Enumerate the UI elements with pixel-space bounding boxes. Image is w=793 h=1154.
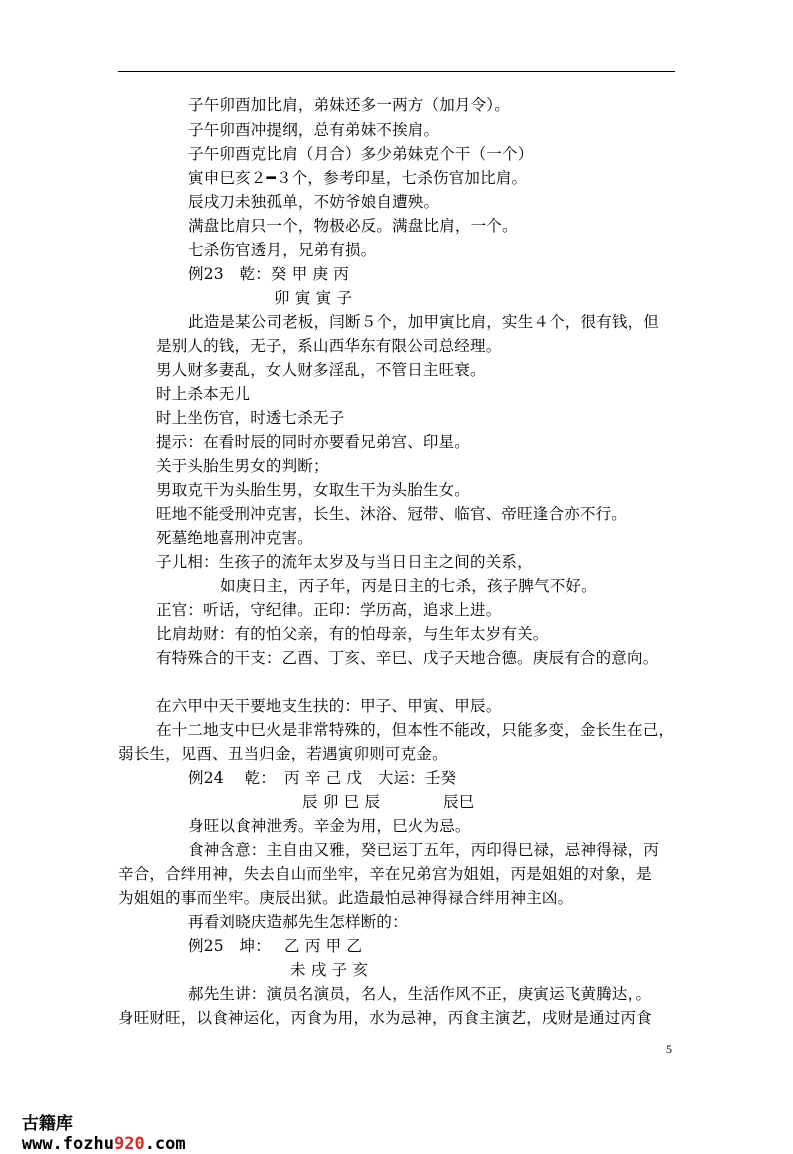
text-line: 子午卯酉克比肩（月合）多少弟妹克个干（一个） (188, 145, 534, 163)
text-line: 死墓绝地喜刑冲克害。 (156, 529, 314, 547)
text-line: 食神含意：主自由又雅，癸已运丁五年，丙印得巳禄，忌神得禄，丙 (188, 841, 660, 859)
chart-branches: 辰 卯 巳 辰 辰巳 (302, 793, 475, 811)
text-line: 子午卯酉冲提纲，总有弟妹不挨肩。 (188, 121, 440, 139)
text-line: 提示：在看时辰的同时亦要看兄弟宫、印星。 (156, 433, 471, 451)
text-line: 弱长生，见酉、丑当归金，若遇寅卯则可克金。 (118, 745, 448, 763)
text-line: 旺地不能受刑冲克害，长生、沐浴、冠带、临官、帝旺逢合亦不行。 (156, 505, 628, 523)
text-line: 时上杀本无儿 (156, 385, 251, 403)
header-rule (118, 71, 675, 72)
site-url: www.fozhu920.com (21, 1134, 186, 1154)
text-line: 满盘比肩只一个，物极必反。满盘比肩，一个。 (188, 217, 518, 235)
text-line: 男取克干为头胎生男，女取生干为头胎生女。 (156, 481, 471, 499)
text-line: 辰戌刀未独孤单，不妨爷娘自遭殃。 (188, 193, 440, 211)
text-line: 如庚日主，丙子年，丙是日主的七杀，孩子脾气不好。 (220, 577, 597, 595)
example-heading: 例23 乾：癸 甲 庚 丙 (188, 265, 350, 283)
example-heading: 例24 乾： 丙 辛 己 戊 大运：壬癸 (188, 769, 457, 787)
example-heading: 例25 坤： 乙 丙 甲 乙 (188, 937, 363, 955)
text-line: 在六甲中天干要地支生扶的：甲子、甲寅、甲辰。 (156, 697, 502, 715)
text-line: 身旺财旺，以食神运化，丙食为用，水为忌神，丙食主演艺，戌财是通过丙食 (118, 1009, 652, 1027)
text-line: 有特殊合的干支：乙酉、丁亥、辛巳、戊子天地合德。庚辰有合的意向。 (156, 649, 659, 667)
text-line: 此造是某公司老板，闫断５个，加甲寅比肩，实生４个，很有钱，但 (188, 313, 660, 331)
chart-branches: 卯 寅 寅 子 (274, 289, 353, 307)
site-name: 古籍库 (21, 1114, 73, 1134)
text-line: 是别人的钱，无子，系山西华东有限公司总经理。 (156, 337, 502, 355)
text-line: 子儿相：生孩子的流年太岁及与当日日主之间的关系， (156, 553, 533, 571)
text-line: 郝先生讲：演员名演员，名人，生活作风不正，庚寅运飞黄腾达，。 (188, 985, 652, 1003)
text-line: 辛合，合绊用神，失去自山而坐牢，辛在兄弟宫为姐姐，丙是姐姐的对象，是 (118, 865, 652, 883)
text-line: 七杀伤官透月，兄弟有损。 (188, 241, 377, 259)
text-line: 比肩劫财：有的怕父亲，有的怕母亲，与生年太岁有关。 (156, 625, 549, 643)
text-line: 正官：听话，守纪律。正印：学历高，追求上进。 (156, 601, 502, 619)
text-line: 关于头胎生男女的判断； (156, 457, 329, 475)
page-number: 5 (666, 1042, 672, 1056)
text-line: 再看刘晓庆造郝先生怎样断的： (188, 913, 408, 931)
text-line: 为姐姐的事而坐牢。庚辰出狱。此造最怕忌神得禄合绊用神主凶。 (118, 889, 574, 907)
text-line: 寅申巳亥２━３个，参考印星，七杀伤官加比肩。 (188, 169, 528, 187)
text-line: 子午卯酉加比肩，弟妹还多一两方（加月令）。 (188, 96, 510, 114)
text-line: 男人财多妻乱，女人财多淫乱，不管日主旺衰。 (156, 361, 486, 379)
text-line: 身旺以食神泄秀。辛金为用，巳火为忌。 (188, 817, 471, 835)
text-line: 时上坐伤官，时透七杀无子 (156, 409, 345, 427)
text-line: 在十二地支中巳火是非常特殊的，但本性不能改，只能多变，金长生在己， (156, 721, 675, 739)
chart-branches: 未 戌 子 亥 (290, 961, 369, 979)
